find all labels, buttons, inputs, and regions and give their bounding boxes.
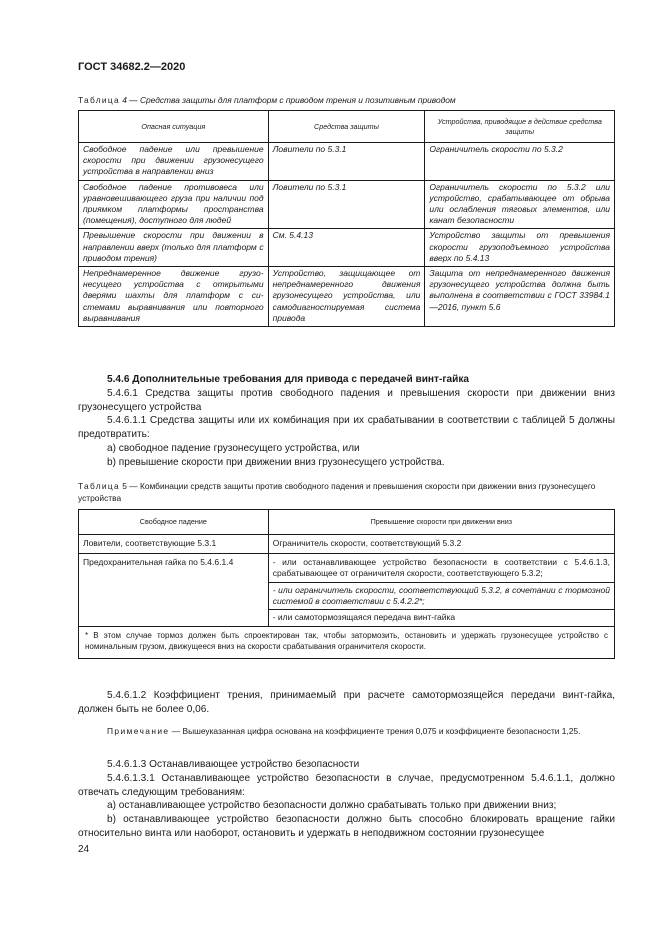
section-5-4-6-1-3 [78,758,615,841]
table5-header-cell: Свободное падение [79,510,269,535]
list-item: a) свободное падение грузонесущего устройства, или [107,442,360,454]
table-cell [268,553,614,626]
paragraph: 5.4.6.1.3.1 Останавливающее устройство безопасности в случае, предусмотренном 5.4.6.1.1, должно отвечать следующим требованиям: [78,772,615,798]
table-cell: Свободное падение или превышение скорости при движении грузонесущего устройства в направлении вниз [79,143,269,181]
section-title: 5.4.6 Дополнительные требования для привода с передачей винт-гайка [107,374,470,385]
table-cell: См. 5.4.13 [268,229,425,267]
table5-caption [78,480,615,504]
note [78,725,615,737]
table4-header-cell: Опасная ситуация [79,111,269,143]
paragraph: 5.4.6.1.2 Коэффициент трения, принимаемый при расчете самотормозящейся передачи винт-гайка, должен быть не более 0,06. [78,690,615,715]
table-cell: Ограничитель скорости по 5.3.2 или устройство, срабатывающее от обрыва или ослабления тяговых элементов, или канат безопасности [425,180,615,229]
list-item: b) превышение скорости при движении вниз грузонесущего устройства. [107,456,445,468]
note-text [78,725,615,737]
table-cell: Устройство защиты от превышения скорости грузоподъемного устройства вверх по 5.4.13 [425,229,615,267]
table5-header-cell: Превышение скорости при движении вниз [268,510,614,535]
page-number: 24 [78,844,90,855]
table-row [79,180,615,229]
table5-footnote: * В этом случае тормоз должен быть спроектирован так, чтобы затормозить, остановить и удержать грузонесущее устройство с номинальным грузом, движущееся вниз на скорости срабатывания ограничителя скорости. [79,626,615,658]
table4-header-cell: Устройства, приводящие в действие средства защиты [425,111,615,143]
paragraph: 5.4.6.1 Средства защиты против свободного падения и превышения скорости при движении вниз грузонесущего устройства [78,387,615,413]
table-cell: Ограничитель скорости по 5.3.2 [425,143,615,181]
table-cell: Непреднамеренное движение грузонесущего устройства с открытыми дверями шахты для платформ с системами выравнивания или повторного выравнивания [79,267,269,327]
table-cell: Ловители, соответствующие 5.3.1 [79,535,269,554]
table-row [79,267,615,327]
table4-caption-label: Таблица [78,95,120,105]
table-cell: Свободное падение противовеса или уравновешивающего груза при наличии под приямком платформы пространства (помещения), доступного для людей [79,180,269,229]
table-row [79,229,615,267]
list-item: b) останавливающее устройство безопасности должно быть способно блокировать вращение гайки относительно винта или наоборот, остановить и удержать в неподвижном состоянии грузонесущее [78,814,615,839]
table-row [79,553,615,626]
list-item: - или ограничитель скорости, соответствующий 5.3.2, в сочетании с тормозной системой в соответствии с 5.4.2.2*; [269,582,614,609]
table-cell: Ловители по 5.3.1 [268,143,425,181]
table-4 [78,110,615,327]
table-cell: Предохранительная гайка по 5.4.6.1.4 [79,553,269,626]
paragraph: 5.4.6.1.3 Останавливающее устройство безопасности [107,759,360,770]
table-5 [78,509,615,659]
table4-header-cell: Средства защиты [268,111,425,143]
table4-caption [78,94,456,106]
table-row [79,535,615,554]
table-cell: Устройство, защищающее от непреднамеренного движения грузонесущего устройства, или самодиагностируемая система привода [268,267,425,327]
list-item: a) останавливающее устройство безопасности должно срабатывать только при движении вниз; [107,800,557,812]
table-cell: Превышение скорости при движении в направлении вверх (только для платформ с приводом трения) [79,229,269,267]
note-label: Примечание [107,726,170,736]
table5-caption-text: 5 — Комбинации средств защиты против свободного падения и превышения скорости при движении вниз грузонесущего устройства [78,481,596,503]
table5-header-row [79,510,615,535]
paragraph-5-4-6-1-2 [78,689,615,717]
table-footnote-row [79,626,615,658]
list-item: - или останавливающее устройство безопасности в соответствии с 5.4.6.1.3, срабатывающее от ограничителя скорости, соответствующего 5.3.2; [272,556,610,579]
section-5-4-6 [78,373,615,470]
document-header: ГОСТ 34682.2—2020 [78,61,186,73]
table-row [79,143,615,181]
list-item: - или самотормозящаяся передача винт-гайка [269,609,614,625]
table-cell: Ограничитель скорости, соответствующий 5.3.2 [268,535,614,554]
table-cell: Ловители по 5.3.1 [268,180,425,229]
table4-header-row [79,111,615,143]
note-body: — Вышеуказанная цифра основана на коэффициенте трения 0,075 и коэффициенте безопасности 1,25. [169,726,581,736]
paragraph: 5.4.6.1.1 Средства защиты или их комбинация при их срабатывании в соответствии с таблицей 5 должны предотвратить: [78,415,615,441]
table-cell: Защита от непреднамеренного движения грузонесущего устройства должна быть выполнена в соответствии с ГОСТ 33984.1—2016, пункт 5.6 [425,267,615,327]
table5-options-list [273,557,610,625]
table5-caption-label: Таблица [78,481,120,491]
table4-caption-text: 4 — Средства защиты для платформ с приводом трения и позитивным приводом [122,95,456,105]
